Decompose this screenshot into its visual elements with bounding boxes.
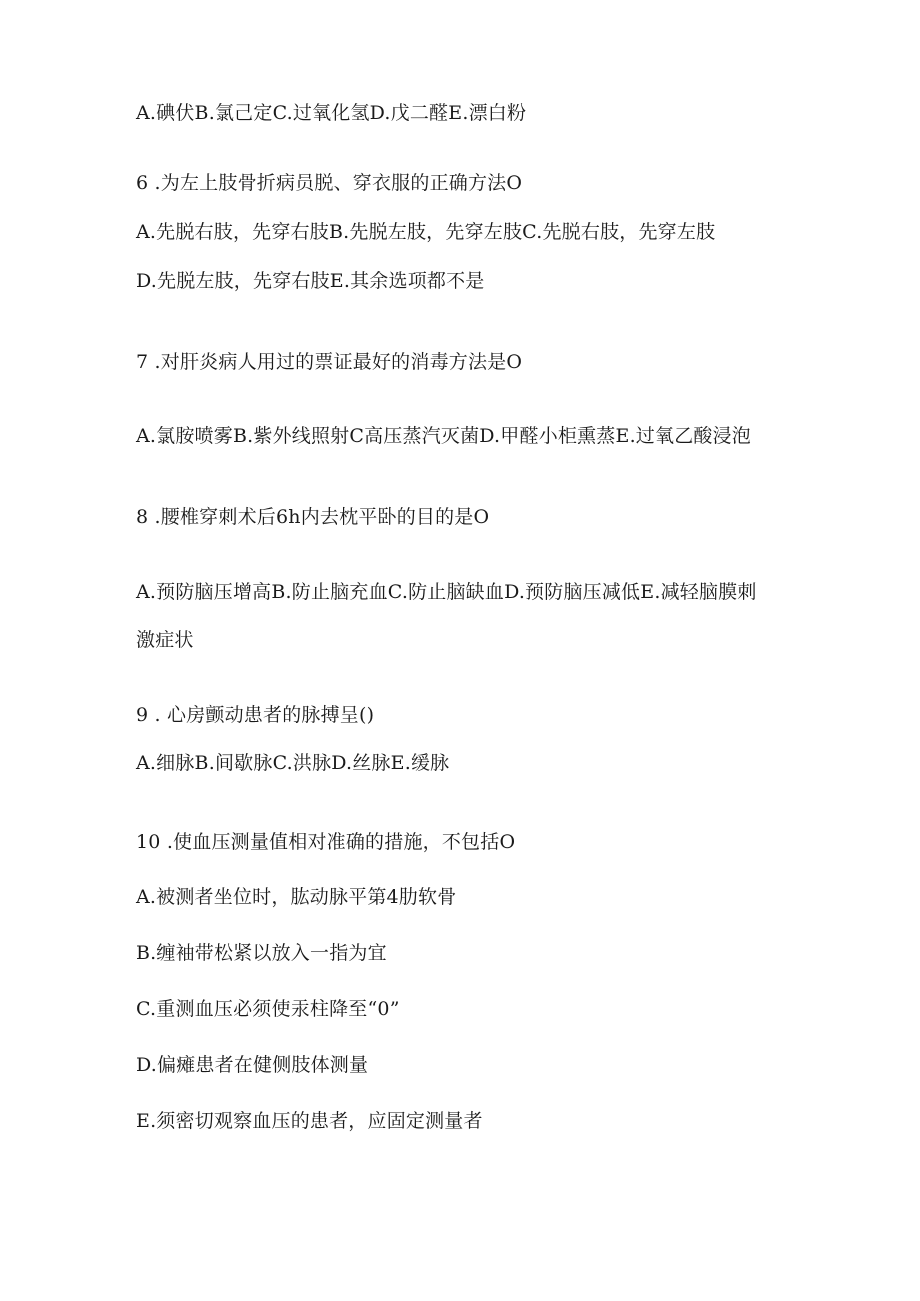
q8-options-line-1: A.预防脑压增高B.防止脑充血C.防止脑缺血D.预防脑压减低E.减轻脑膜刺 (136, 581, 757, 603)
q10-option-a: A.被测者坐位时，肱动脉平第4肋软骨 (136, 886, 457, 908)
q6-question: 6 .为左上肢骨折病员脱、穿衣服的正确方法O (136, 172, 523, 194)
q10-question: 10 .使血压测量值相对准确的措施，不包括O (136, 831, 516, 853)
q10-option-b: B.缠袖带松紧以放入一指为宜 (136, 942, 387, 964)
q6-options-line-1: A.先脱右肢，先穿右肢B.先脱左肢，先穿左肢C.先脱右肢，先穿左肢 (136, 221, 716, 243)
q9-question: 9 . 心房颤动患者的脉搏呈() (136, 704, 375, 726)
q9-options: A.细脉B.间歇脉C.洪脉D.丝脉E.缓脉 (136, 752, 450, 774)
q10-option-c: C.重测血压必须使汞柱降至“0” (136, 998, 400, 1020)
q8-options-line-2: 激症状 (136, 629, 194, 651)
q10-option-e: E.须密切观察血压的患者，应固定测量者 (136, 1110, 483, 1132)
q8-question: 8 .腰椎穿刺术后6h内去枕平卧的目的是O (136, 506, 490, 528)
q5-options: A.碘伏B.氯己定C.过氧化氢D.戊二醛E.漂白粉 (136, 102, 527, 124)
q6-options-line-2: D.先脱左肢，先穿右肢E.其余选项都不是 (136, 270, 485, 292)
q7-options: A.氯胺喷雾B.紫外线照射C高压蒸汽灭菌D.甲醛小柜熏蒸E.过氧乙酸浸泡 (136, 425, 752, 447)
q7-question: 7 .对肝炎病人用过的票证最好的消毒方法是O (136, 351, 523, 373)
q10-option-d: D.偏瘫患者在健侧肢体测量 (136, 1054, 369, 1076)
